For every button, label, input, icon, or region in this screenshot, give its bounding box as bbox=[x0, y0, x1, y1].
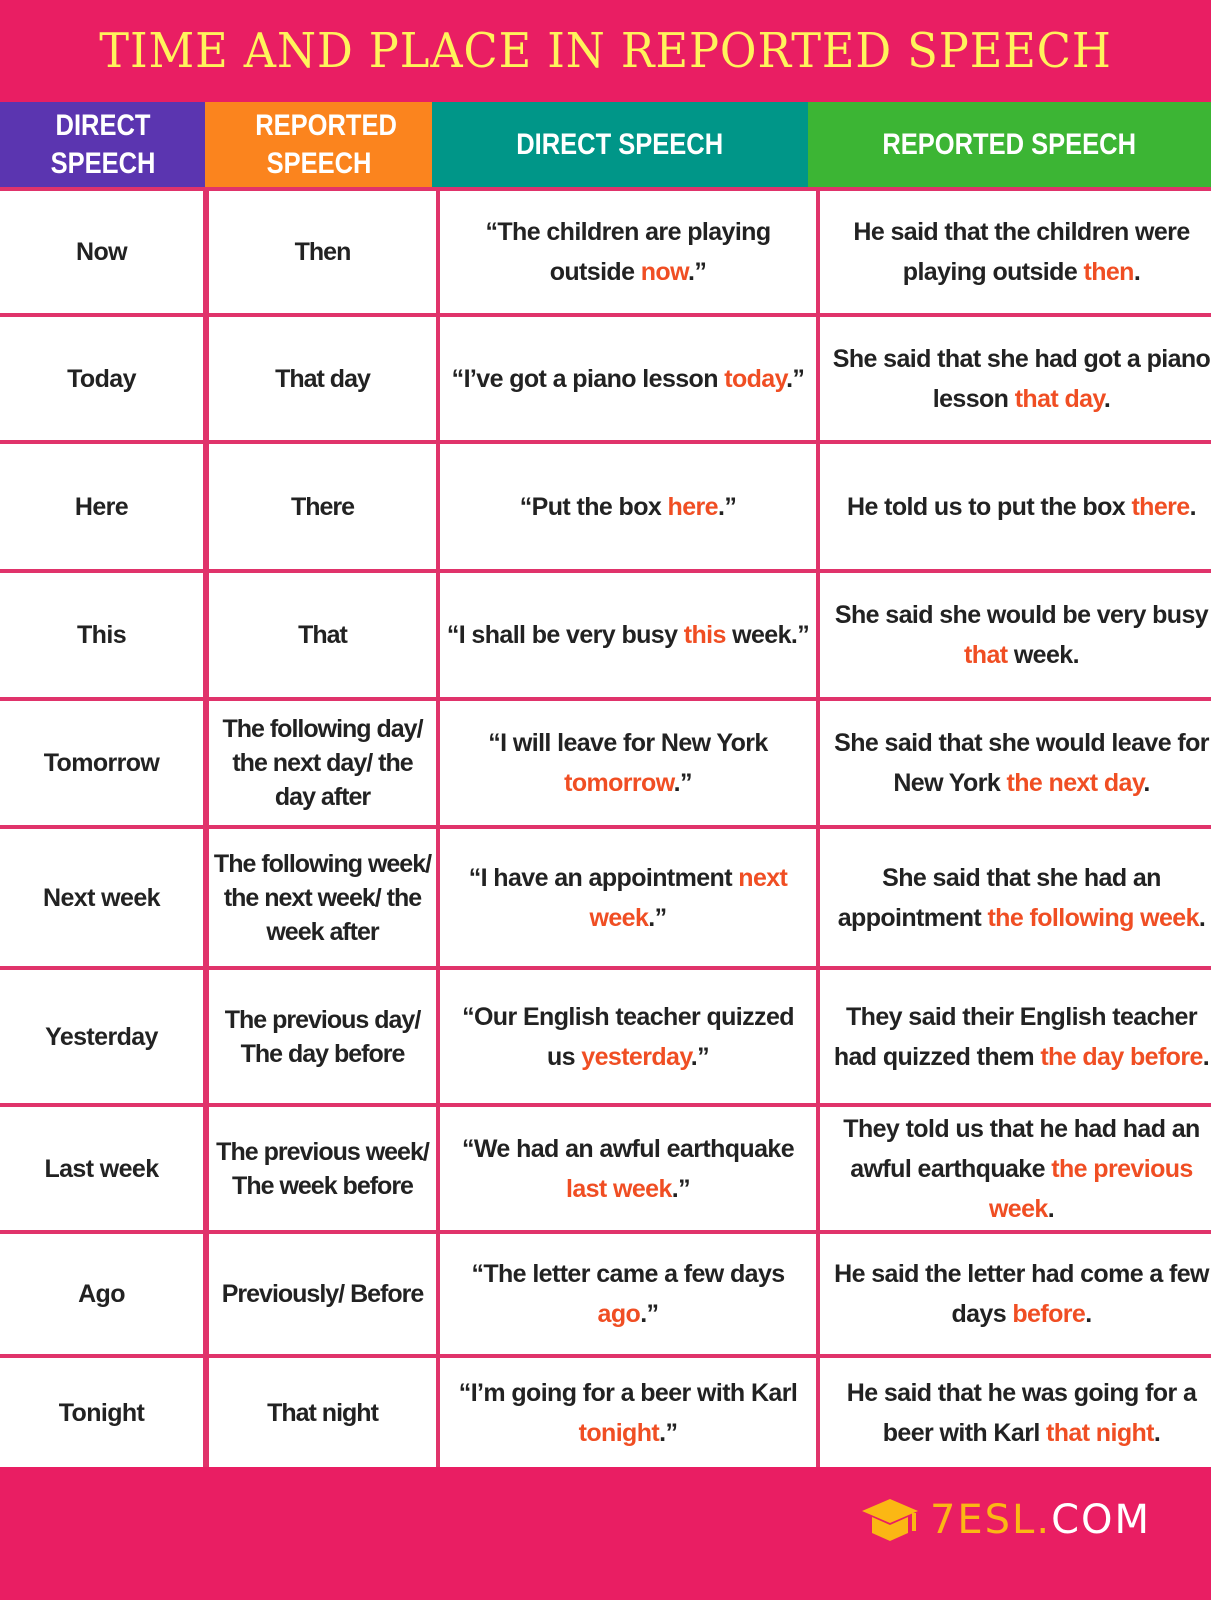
direct-word: Last week bbox=[0, 1107, 203, 1230]
table-row bbox=[0, 697, 1211, 825]
table-row bbox=[0, 569, 1211, 697]
example-text: They told us that he had had an awful earthquake bbox=[843, 1114, 1200, 1183]
ex-reported-example bbox=[820, 1358, 1211, 1467]
table-row bbox=[0, 966, 1211, 1103]
logo-tld: COM bbox=[1051, 1497, 1151, 1543]
example-text: .” bbox=[688, 258, 707, 286]
example-text: .” bbox=[717, 492, 737, 521]
example-text: week. bbox=[1007, 641, 1079, 669]
example-text: She said that she had got a piano lesson bbox=[832, 344, 1211, 413]
logo-text bbox=[930, 1497, 1151, 1543]
direct-word: Ago bbox=[0, 1234, 203, 1354]
example-sentence bbox=[826, 595, 1211, 675]
direct-word: Here bbox=[0, 444, 203, 569]
example-sentence bbox=[826, 1254, 1211, 1334]
example-text: He said the letter had come a few days bbox=[834, 1260, 1209, 1328]
ex-reported-example bbox=[820, 970, 1211, 1103]
highlighted-phrase: now bbox=[640, 258, 689, 286]
table-row bbox=[0, 1103, 1211, 1230]
example-text: “I will leave for New York bbox=[488, 729, 768, 757]
example-text: . bbox=[1202, 1042, 1210, 1071]
example-text: She said she would be very busy bbox=[834, 601, 1209, 629]
example-text: . bbox=[1047, 1194, 1055, 1223]
highlighted-phrase: next week bbox=[589, 863, 788, 932]
example-sentence bbox=[446, 858, 810, 938]
ex-direct-example bbox=[440, 970, 816, 1103]
highlighted-phrase: here bbox=[667, 492, 718, 521]
example-text: week.” bbox=[725, 621, 810, 649]
direct-word: This bbox=[0, 573, 203, 697]
header-label: REPORTED SPEECH bbox=[254, 108, 397, 180]
ex-direct-example bbox=[440, 317, 816, 440]
example-sentence bbox=[826, 339, 1211, 419]
reported-word: That bbox=[209, 573, 436, 697]
highlighted-phrase: ago bbox=[597, 1300, 641, 1328]
example-text: “I have an appointment bbox=[468, 863, 739, 892]
table-row bbox=[0, 440, 1211, 569]
example-text: He said that he was going for a beer with Karl bbox=[846, 1378, 1197, 1447]
highlighted-phrase: there bbox=[1131, 492, 1190, 521]
example-sentence bbox=[446, 997, 810, 1077]
example-sentence bbox=[826, 858, 1211, 938]
example-sentence bbox=[826, 997, 1211, 1077]
graduation-cap-icon bbox=[860, 1495, 920, 1545]
table-row bbox=[0, 1230, 1211, 1354]
table-row bbox=[0, 1354, 1211, 1467]
ex-direct-example bbox=[440, 191, 816, 313]
highlighted-phrase: tonight bbox=[578, 1418, 660, 1447]
example-text: .” bbox=[673, 769, 692, 797]
highlighted-phrase: last week bbox=[565, 1174, 672, 1203]
example-text: “Put the box bbox=[519, 492, 668, 521]
highlighted-phrase: this bbox=[683, 621, 726, 649]
ex-direct-example bbox=[440, 444, 816, 569]
reported-word: The previous day/ The day before bbox=[209, 970, 436, 1103]
example-text: “The children are playing outside bbox=[485, 218, 771, 286]
direct-word: Tonight bbox=[0, 1358, 203, 1467]
example-sentence bbox=[446, 1129, 810, 1209]
ex-reported-example bbox=[820, 829, 1211, 966]
example-text: She said that she had an appointment bbox=[837, 863, 1161, 932]
direct-word: Tomorrow bbox=[0, 701, 203, 825]
highlighted-phrase: then bbox=[1083, 258, 1134, 286]
ex-reported-example bbox=[820, 317, 1211, 440]
header-cell bbox=[0, 102, 205, 187]
direct-word: Yesterday bbox=[0, 970, 203, 1103]
ex-direct-example bbox=[440, 1358, 816, 1467]
highlighted-phrase: today bbox=[724, 364, 787, 393]
example-text: . bbox=[1198, 903, 1206, 932]
example-sentence bbox=[847, 487, 1196, 527]
highlighted-phrase: that day bbox=[1014, 384, 1104, 413]
table-row bbox=[0, 313, 1211, 440]
example-text: . bbox=[1153, 1418, 1161, 1447]
example-sentence bbox=[826, 723, 1211, 803]
direct-word: Now bbox=[0, 191, 203, 313]
example-sentence bbox=[446, 1373, 810, 1453]
highlighted-phrase: before bbox=[1012, 1300, 1086, 1328]
example-text: . bbox=[1103, 384, 1111, 413]
highlighted-phrase: the day before bbox=[1040, 1042, 1203, 1071]
highlighted-phrase: the following week bbox=[987, 903, 1199, 932]
header-cell bbox=[808, 102, 1211, 187]
example-text: . bbox=[1143, 769, 1150, 797]
reported-word: That day bbox=[209, 317, 436, 440]
direct-word: Next week bbox=[0, 829, 203, 966]
highlighted-phrase: tomorrow bbox=[564, 769, 674, 797]
reported-word: Then bbox=[209, 191, 436, 313]
example-sentence bbox=[446, 723, 810, 803]
example-sentence bbox=[447, 615, 809, 655]
example-text: .” bbox=[671, 1174, 691, 1203]
example-text: . bbox=[1085, 1300, 1092, 1328]
header-label: REPORTED SPEECH bbox=[882, 127, 1137, 161]
ex-direct-example bbox=[440, 829, 816, 966]
example-text: “I’ve got a piano lesson bbox=[451, 364, 725, 393]
highlighted-phrase: that night bbox=[1046, 1418, 1154, 1447]
example-text: .” bbox=[640, 1300, 659, 1328]
ex-reported-example bbox=[820, 1107, 1211, 1230]
ex-direct-example bbox=[440, 1107, 816, 1230]
highlighted-phrase: that bbox=[964, 641, 1008, 669]
reported-word: Previously/ Before bbox=[209, 1234, 436, 1354]
ex-reported-example bbox=[820, 701, 1211, 825]
logo-dot: . bbox=[1036, 1497, 1052, 1543]
example-text: .” bbox=[648, 903, 667, 932]
footer bbox=[0, 1467, 1211, 1600]
highlighted-phrase: yesterday bbox=[581, 1042, 691, 1071]
ex-direct-example bbox=[440, 573, 816, 697]
example-text: “Our English teacher quizzed us bbox=[462, 1002, 794, 1071]
reported-word: That night bbox=[209, 1358, 436, 1467]
direct-word: Today bbox=[0, 317, 203, 440]
logo bbox=[860, 1495, 1151, 1545]
example-text: . bbox=[1189, 492, 1196, 521]
reported-word: There bbox=[209, 444, 436, 569]
example-text: She said that she would leave for New York bbox=[834, 729, 1209, 797]
example-text: He told us to put the box bbox=[847, 492, 1132, 521]
highlighted-phrase: the next day bbox=[1006, 769, 1144, 797]
header-cell bbox=[432, 102, 808, 187]
ex-direct-example bbox=[440, 1234, 816, 1354]
example-sentence bbox=[446, 1254, 810, 1334]
table-row bbox=[0, 825, 1211, 966]
example-sentence bbox=[826, 212, 1211, 292]
example-text: “We had an awful earthquake bbox=[461, 1134, 795, 1163]
table-header-row bbox=[0, 102, 1211, 187]
header-label: DIRECT SPEECH bbox=[516, 127, 724, 161]
example-text: .” bbox=[659, 1418, 678, 1447]
ex-reported-example bbox=[820, 444, 1211, 569]
ex-reported-example bbox=[820, 573, 1211, 697]
reported-word: The previous week/ The week before bbox=[209, 1107, 436, 1230]
example-text: They said their English teacher had quizzed them bbox=[833, 1002, 1197, 1071]
example-sentence bbox=[446, 212, 810, 292]
header-cell bbox=[205, 102, 432, 187]
example-text: He said that the children were playing outside bbox=[853, 218, 1190, 286]
highlighted-phrase: the previous week bbox=[988, 1154, 1193, 1223]
example-text: . bbox=[1133, 258, 1141, 286]
table-row bbox=[0, 187, 1211, 313]
logo-main: 7ESL bbox=[929, 1497, 1037, 1543]
example-sentence bbox=[452, 359, 805, 399]
example-sentence bbox=[826, 1109, 1211, 1229]
example-text: “I shall be very busy bbox=[446, 621, 684, 649]
header-label: DIRECT SPEECH bbox=[50, 108, 155, 180]
example-text: .” bbox=[690, 1042, 710, 1071]
example-text: “The letter came a few days bbox=[471, 1260, 785, 1288]
ex-reported-example bbox=[820, 1234, 1211, 1354]
table-body bbox=[0, 187, 1211, 1467]
reported-word: The following day/ the next day/ the day after bbox=[209, 701, 436, 825]
ex-direct-example bbox=[440, 701, 816, 825]
ex-reported-example bbox=[820, 191, 1211, 313]
example-sentence bbox=[826, 1373, 1211, 1453]
example-sentence bbox=[520, 487, 736, 527]
example-text: .” bbox=[786, 364, 805, 393]
reported-word: The following week/ the next week/ the week after bbox=[209, 829, 436, 966]
example-text: “I’m going for a beer with Karl bbox=[458, 1378, 798, 1407]
reported-speech-table bbox=[0, 102, 1211, 1467]
page-title: TIME AND PLACE IN REPORTED SPEECH bbox=[99, 23, 1112, 79]
